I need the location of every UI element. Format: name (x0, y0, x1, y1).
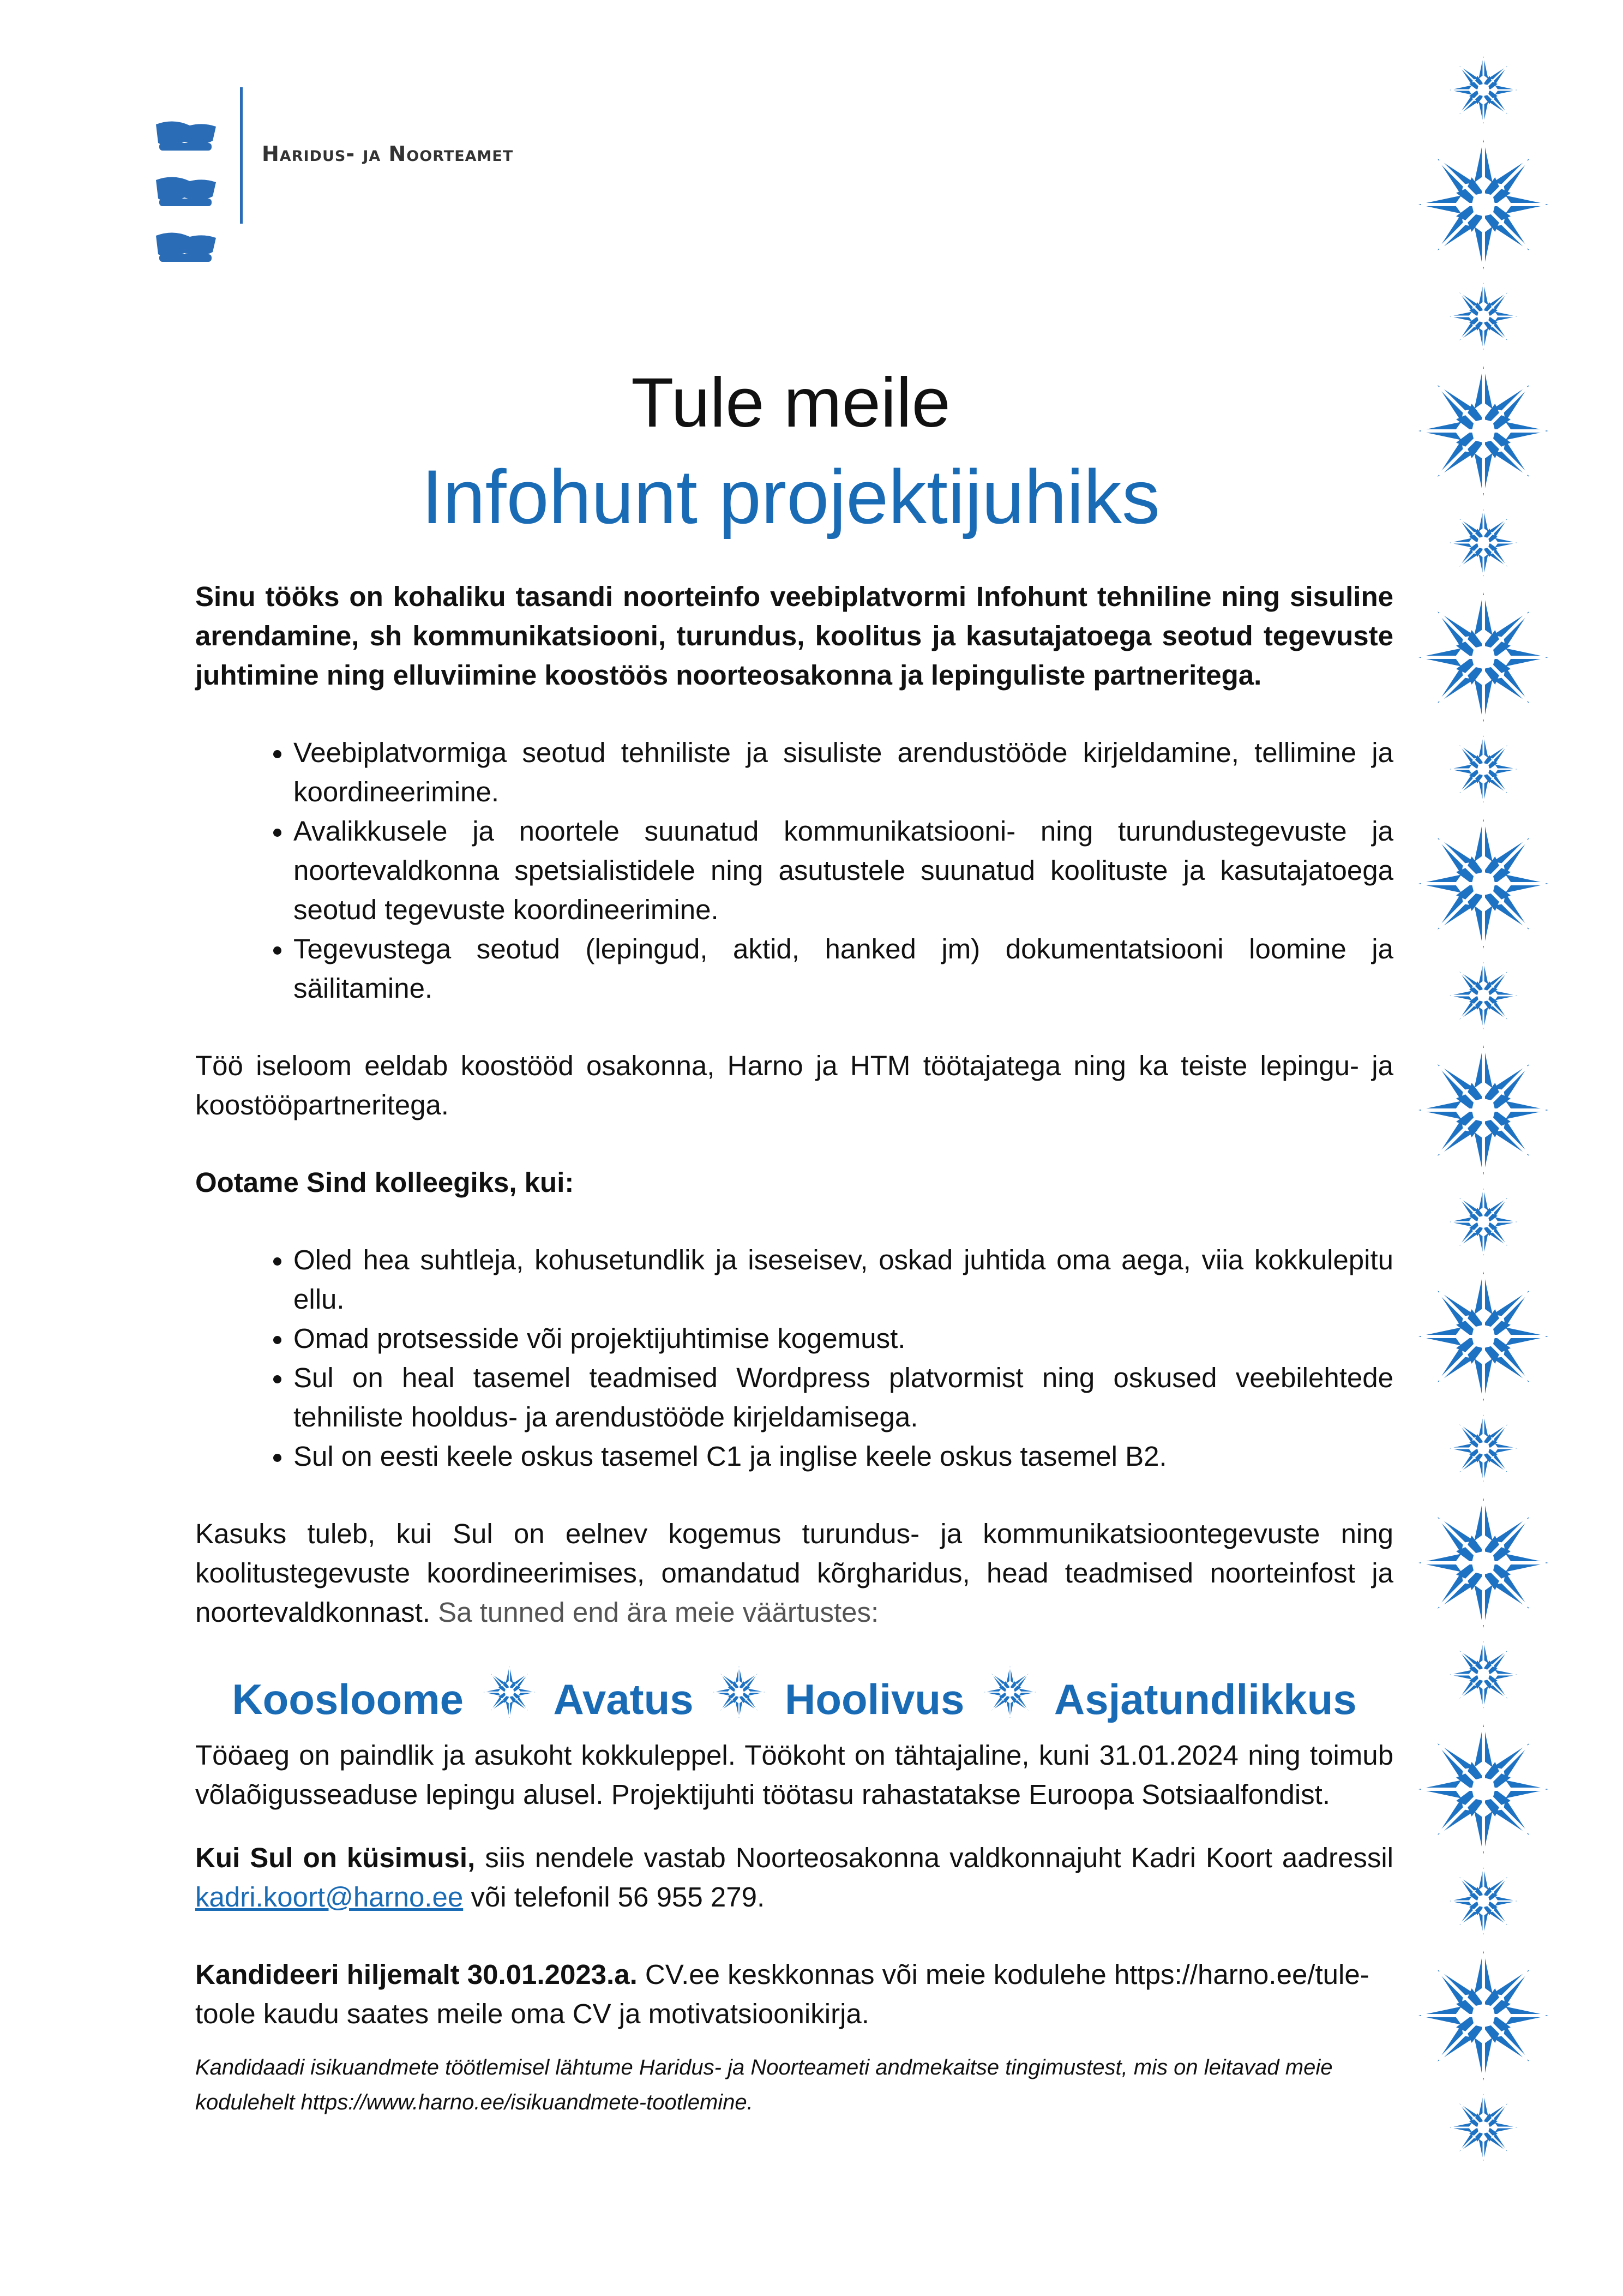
list-item: • Tegevustega seotud (lepingud, aktid, hanked jm) dokumentatsiooni loomine ja säilitamine. (293, 930, 1393, 1008)
value-hoolivus: Hoolivus (785, 1675, 965, 1723)
apply-paragraph (195, 1955, 1393, 2034)
list-item: • Sul on eesti keele oskus tasemel C1 ja inglise keele oskus tasemel B2. (293, 1437, 1393, 1476)
list-item: • Veebiplatvormiga seotud tehniliste ja sisuliste arendustööde kirjeldamine, tellimine ja koordineerimine. (293, 733, 1393, 812)
values-row (195, 1665, 1393, 1723)
snowflake-star-icon (1448, 1866, 1519, 1937)
snowflake-star-icon (1415, 1042, 1552, 1178)
value-asjatundlikkus: Asjatundlikkus (1054, 1675, 1357, 1723)
snowflake-star-icon (1448, 2092, 1519, 2163)
requirements-heading: Ootame Sind kolleegiks, kui: (195, 1167, 574, 1198)
list-item: • Sul on heal tasemel teadmised Wordpress platvormist ning oskused veebilehtede tehniliste hooldus- ja arendustööde kirjeldamisega. (293, 1358, 1393, 1437)
snowflake-star-icon (1415, 816, 1552, 952)
contact-text: siis nendele vastab Noorteosakonna valdkonnajuht Kadri Koort aadressil (475, 1842, 1394, 1873)
job-description (195, 577, 1393, 2120)
three-lions-crest-icon (152, 119, 220, 283)
snowflake-star-icon (1448, 55, 1519, 125)
star-separator-icon (983, 1665, 1037, 1719)
snowflake-star-icon (1448, 281, 1519, 352)
star-separator-icon (712, 1665, 766, 1719)
page-title: Tule meile (631, 364, 951, 442)
snowflake-star-icon (1415, 1495, 1552, 1631)
terms-paragraph: Tööaeg on paindlik ja asukoht kokkuleppel. Töökoht on tähtajaline, kuni 31.01.2024 ning toimub võlaõigusseaduse lepingu alusel. Projektijuhti töötasu rahastatakse Euroopa Sotsiaalfondist. (195, 1740, 1393, 1810)
values-intro: Sa tunned end ära meie väärtustes: (438, 1597, 879, 1628)
apply-text: CV.ee keskkonnas või meie kodulehe https://harno.ee/tule-toole kaudu saates meile oma CV ja motivatsioonikirja. (195, 1959, 1369, 2029)
snowflake-star-icon (1415, 1947, 1552, 2084)
snowflake-star-icon (1448, 734, 1519, 805)
star-separator-icon (482, 1665, 537, 1719)
contact-bold: Kui Sul on küsimusi, (195, 1842, 476, 1873)
email-link[interactable]: kadri.koort@harno.ee (195, 1881, 464, 1913)
snowflake-star-icon (1415, 1268, 1552, 1405)
logo-text: Haridus- ja Noorteamet (262, 142, 514, 166)
snowflake-star-icon (1448, 960, 1519, 1031)
list-item: • Omad protsesside või projektijuhtimise kogemust. (293, 1319, 1393, 1358)
cooperation-paragraph: Töö iseloom eeldab koostööd osakonna, Harno ja HTM töötajatega ning ka teiste lepingu- ja koostööpartneritega. (195, 1050, 1393, 1120)
value-avatus: Avatus (553, 1675, 694, 1723)
bonus-text: Kasuks tuleb, kui Sul on eelnev kogemus turundus- ja kommunikatsioontegevuste ning koolitustegevuste koordineerimises, omandatud kõrgharidus, head teadmised noorteinfost ja noortevaldkonnast. (195, 1518, 1393, 1628)
apply-deadline: Kandideeri hiljemalt 30.01.2023.a. (195, 1959, 638, 1990)
snowflake-star-icon (1448, 1639, 1519, 1710)
snowflake-star-icon (1415, 363, 1552, 499)
contact-paragraph (195, 1838, 1393, 1917)
snowflake-star-icon (1415, 136, 1552, 273)
harno-logo[interactable] (152, 87, 544, 224)
value-koosloome: Koosloome (232, 1675, 464, 1723)
job-title: Infohunt projektijuhiks (421, 454, 1161, 539)
list-item: • Oled hea suhtleja, kohusetundlik ja iseseisev, oskad juhtida oma aega, viia kokkulepitu ellu. (293, 1240, 1393, 1319)
snowflake-star-icon (1448, 1186, 1519, 1257)
privacy-note: Kandidaadi isikuandmete töötlemisel lähtume Haridus- ja Noorteameti andmekaitse tingimustest, mis on leitavad meie kodulehelt https://www.harno.ee/isikuandmete-tootlemine. (195, 2055, 1333, 2114)
bonus-paragraph (195, 1514, 1393, 1632)
snowflake-star-icon (1448, 1413, 1519, 1484)
decorative-star-border (1412, 55, 1554, 2237)
tasks-list (195, 733, 1393, 1008)
contact-text-end: või telefonil 56 955 279. (463, 1881, 765, 1913)
list-item: • Avalikkusele ja noortele suunatud kommunikatsiooni- ning turundustegevuste ja noortevaldkonna spetsialistidele ning asutustele suunatud koolituste ja kasutajatoega seotud tegevuste koordineerimine. (293, 812, 1393, 930)
snowflake-star-icon (1415, 1721, 1552, 1857)
requirements-list (195, 1240, 1393, 1476)
snowflake-star-icon (1448, 507, 1519, 578)
snowflake-star-icon (1415, 589, 1552, 726)
intro-paragraph: Sinu tööks on kohaliku tasandi noorteinfo veebiplatvormi Infohunt tehniline ning sisuline arendamine, sh kommunikatsiooni, turundus, koolitus ja kasutajatoega seotud tegevuste juhtimine ning elluviimine koostöös noorteosakonna ja lepinguliste partneritega. (195, 581, 1393, 691)
logo-divider (240, 87, 243, 224)
